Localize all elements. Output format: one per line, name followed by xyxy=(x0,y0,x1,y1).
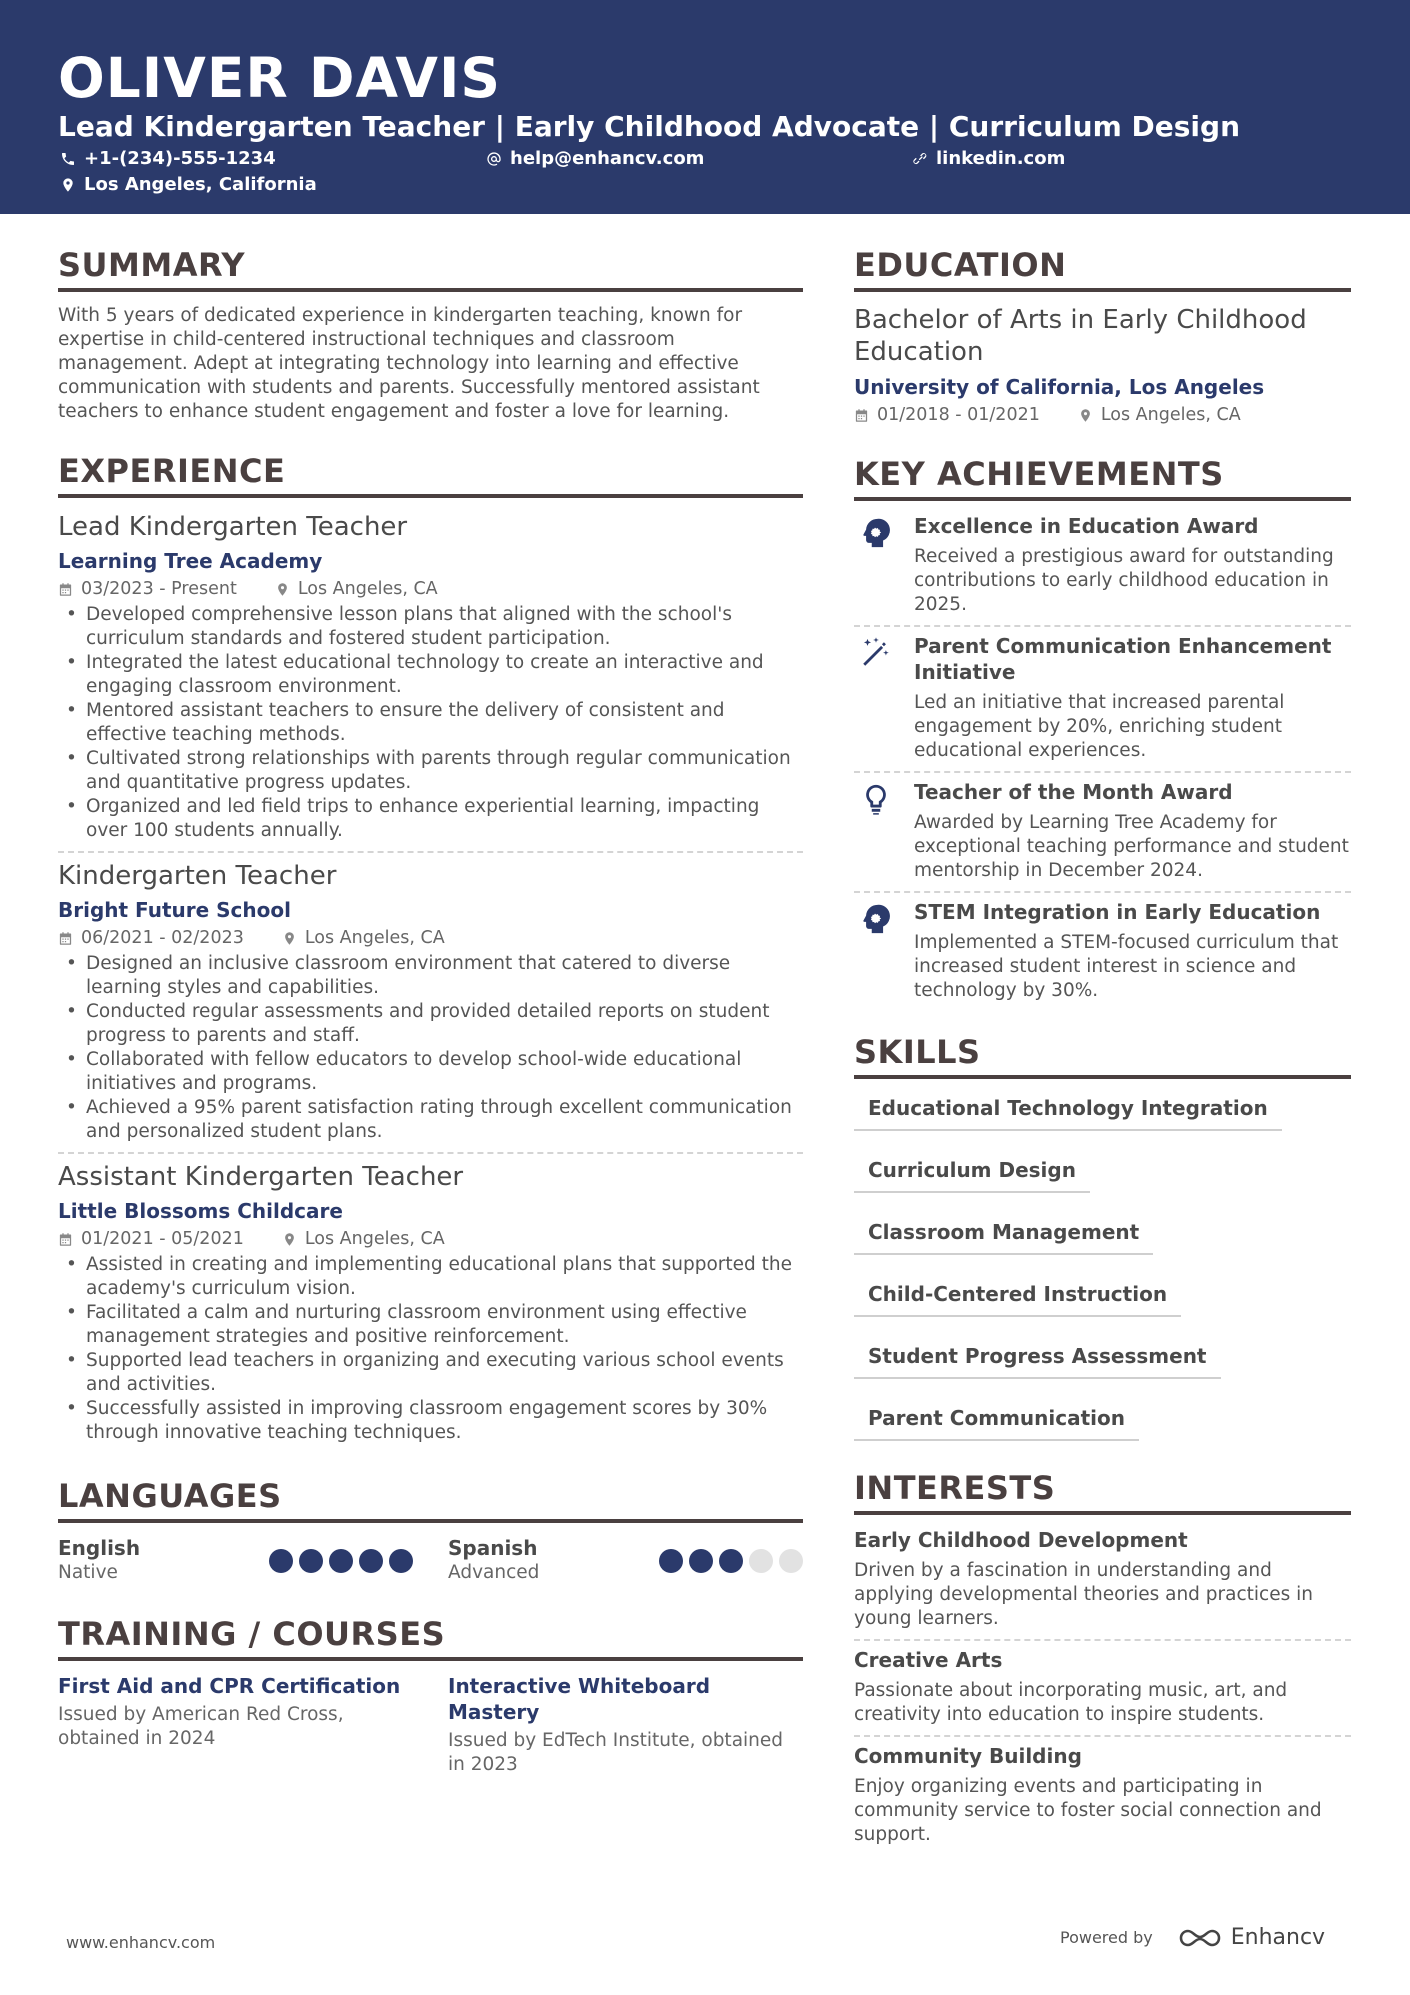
rating-dot-filled xyxy=(359,1549,383,1573)
job-location: Los Angeles, CA xyxy=(304,928,445,948)
divider xyxy=(854,771,1351,773)
interest-desc: Enjoy organizing events and participating in community service to foster social connection and support. xyxy=(854,1776,1322,1845)
linkedin-text: linkedin.com xyxy=(936,148,1066,169)
interest-title: Community Building xyxy=(854,1744,1082,1768)
achievement-entry xyxy=(854,633,1351,763)
achievement-desc: Led an initiative that increased parental engagement by 20%, enriching student educational experiences. xyxy=(914,692,1285,761)
candidate-headline: Lead Kindergarten Teacher | Early Childhood Advocate | Curriculum Design xyxy=(58,110,1241,143)
enhancv-logo[interactable] xyxy=(1177,1925,1325,1950)
link-icon xyxy=(912,151,928,167)
phone-text: +1-(234)-555-1234 xyxy=(84,148,276,169)
location-pin-icon xyxy=(282,931,297,946)
interests-section xyxy=(854,1469,1351,1847)
skill-tag: Classroom Management xyxy=(854,1219,1153,1255)
bullet-item: • Conducted regular assessments and provided detailed reports on student progress to parents and staff. xyxy=(58,1000,803,1048)
rating-dot-filled xyxy=(659,1549,683,1573)
skills-section xyxy=(854,1033,1351,1467)
skill-tag: Student Progress Assessment xyxy=(854,1343,1221,1379)
divider xyxy=(854,1639,1351,1641)
job-entry xyxy=(58,510,803,843)
rating-dot-filled xyxy=(719,1549,743,1573)
location-pin-icon xyxy=(1078,408,1093,423)
training-heading: TRAINING / COURSES xyxy=(58,1615,803,1661)
interest-entry xyxy=(854,1647,1351,1727)
footer-website[interactable]: www.enhancv.com xyxy=(66,1933,216,1952)
education-dates: 01/2018 - 01/2021 xyxy=(877,405,1040,425)
training-desc: Issued by EdTech Institute, obtained in 2023 xyxy=(448,1730,784,1775)
location-text: Los Angeles, California xyxy=(84,174,317,195)
bullet-item: • Developed comprehensive lesson plans that aligned with the school's curriculum standards and fostered student participation. xyxy=(58,603,803,651)
bullet-item: • Designed an inclusive classroom environment that catered to diverse learning styles and capabilities. xyxy=(58,952,803,1000)
skill-tag: Curriculum Design xyxy=(854,1157,1090,1193)
calendar-icon xyxy=(58,582,73,597)
training-desc: Issued by American Red Cross, obtained in 2024 xyxy=(58,1704,344,1749)
right-column xyxy=(854,246,1351,1847)
education-location: Los Angeles, CA xyxy=(1100,405,1241,425)
education-heading: EDUCATION xyxy=(854,246,1351,292)
bullet-item: • Supported lead teachers in organizing and executing various school events and activities. xyxy=(58,1349,803,1397)
language-rating xyxy=(269,1549,413,1573)
calendar-icon xyxy=(58,931,73,946)
experience-heading: EXPERIENCE xyxy=(58,452,803,498)
languages-section xyxy=(58,1477,803,1585)
divider xyxy=(854,625,1351,627)
language-level: Advanced xyxy=(448,1562,540,1583)
training-entry xyxy=(448,1673,803,1777)
divider xyxy=(854,1735,1351,1737)
achievement-desc: Awarded by Learning Tree Academy for exceptional teaching performance and student mentorship in December 2024. xyxy=(914,812,1349,881)
language-name: English xyxy=(58,1536,141,1560)
skill-tag: Parent Communication xyxy=(854,1405,1139,1441)
company-name: Bright Future School xyxy=(58,898,291,922)
achievement-title: Excellence in Education Award xyxy=(914,514,1259,538)
job-title: Assistant Kindergarten Teacher xyxy=(58,1162,464,1192)
enhancv-logo-icon xyxy=(1177,1926,1223,1950)
rating-dot-filled xyxy=(299,1549,323,1573)
interest-title: Early Childhood Development xyxy=(854,1528,1188,1552)
language-rating xyxy=(659,1549,803,1573)
training-entry xyxy=(58,1673,413,1777)
training-name: Interactive Whiteboard Mastery xyxy=(448,1674,711,1724)
interest-title: Creative Arts xyxy=(854,1648,1003,1672)
job-title: Lead Kindergarten Teacher xyxy=(58,512,408,542)
candidate-name: OLIVER DAVIS xyxy=(58,46,502,110)
left-column xyxy=(58,246,803,1777)
achievement-entry xyxy=(854,899,1351,1003)
degree-title: Bachelor of Arts in Early Childhood Education xyxy=(854,305,1307,367)
achievement-title: STEM Integration in Early Education xyxy=(914,900,1321,924)
footer-branding xyxy=(1060,1925,1325,1950)
rating-dot-filled xyxy=(389,1549,413,1573)
language-entry xyxy=(448,1535,803,1585)
calendar-icon xyxy=(854,408,869,423)
bullet-item: • Assisted in creating and implementing educational plans that supported the academy's curriculum vision. xyxy=(58,1253,803,1301)
skills-heading: SKILLS xyxy=(854,1033,1351,1079)
interest-entry xyxy=(854,1527,1351,1631)
email-text: help@enhancv.com xyxy=(510,148,705,169)
achievement-desc: Received a prestigious award for outstanding contributions to early childhood education in 2025. xyxy=(914,546,1334,615)
skill-tag: Child-Centered Instruction xyxy=(854,1281,1181,1317)
job-entry xyxy=(58,859,803,1144)
bullet-item: • Successfully assisted in improving classroom engagement scores by 30% through innovative teaching techniques. xyxy=(58,1397,803,1445)
language-name: Spanish xyxy=(448,1536,538,1560)
location-pin-icon xyxy=(275,582,290,597)
achievements-heading: KEY ACHIEVEMENTS xyxy=(854,455,1351,501)
powered-by-label: Powered by xyxy=(1060,1928,1153,1947)
job-dates: 01/2021 - 05/2021 xyxy=(81,1229,244,1249)
job-bullets xyxy=(58,952,803,1144)
head-icon xyxy=(859,515,893,551)
achievement-title: Parent Communication Enhancement Initiative xyxy=(914,634,1332,684)
language-entry xyxy=(58,1535,413,1585)
resume-header xyxy=(0,0,1410,214)
achievement-desc: Implemented a STEM-focused curriculum that increased student interest in science and technology by 30%. xyxy=(914,932,1339,1001)
job-dates: 06/2021 - 02/2023 xyxy=(81,928,244,948)
achievement-entry xyxy=(854,779,1351,883)
rating-dot-empty xyxy=(749,1549,773,1573)
phone-icon xyxy=(60,151,76,167)
job-meta xyxy=(58,577,803,601)
job-bullets xyxy=(58,603,803,843)
company-name: Little Blossoms Childcare xyxy=(58,1199,343,1223)
job-meta xyxy=(58,1227,803,1251)
rating-dot-filled xyxy=(329,1549,353,1573)
achievement-entry xyxy=(854,513,1351,617)
location-pin-icon xyxy=(60,177,76,193)
school-name: University of California, Los Angeles xyxy=(854,375,1265,399)
company-name: Learning Tree Academy xyxy=(58,549,323,573)
rating-dot-empty xyxy=(779,1549,803,1573)
job-title: Kindergarten Teacher xyxy=(58,861,337,891)
interest-desc: Passionate about incorporating music, art, and creativity into education to inspire students. xyxy=(854,1680,1288,1725)
experience-section xyxy=(58,452,803,1445)
job-dates: 03/2023 - Present xyxy=(81,579,237,599)
skill-tag: Educational Technology Integration xyxy=(854,1095,1282,1131)
job-bullets xyxy=(58,1253,803,1445)
languages-heading: LANGUAGES xyxy=(58,1477,803,1523)
achievement-title: Teacher of the Month Award xyxy=(914,780,1233,804)
summary-section xyxy=(58,246,803,424)
interest-entry xyxy=(854,1743,1351,1847)
bullet-item: • Integrated the latest educational technology to create an interactive and engaging classroom environment. xyxy=(58,651,803,699)
bullet-item: • Mentored assistant teachers to ensure the delivery of consistent and effective teaching methods. xyxy=(58,699,803,747)
training-name: First Aid and CPR Certification xyxy=(58,1674,401,1698)
head-icon xyxy=(859,901,893,937)
divider xyxy=(58,1152,803,1154)
job-entry xyxy=(58,1160,803,1445)
bullet-item: • Facilitated a calm and nurturing classroom environment using effective management strategies and positive reinforcement. xyxy=(58,1301,803,1349)
bullet-item: • Achieved a 95% parent satisfaction rating through excellent communication and personalized student plans. xyxy=(58,1096,803,1144)
summary-heading: SUMMARY xyxy=(58,246,803,292)
job-location: Los Angeles, CA xyxy=(304,1229,445,1249)
interests-heading: INTERESTS xyxy=(854,1469,1351,1515)
linkedin-contact[interactable] xyxy=(912,148,1065,169)
training-section xyxy=(58,1615,803,1777)
rating-dot-filled xyxy=(269,1549,293,1573)
location-pin-icon xyxy=(282,1232,297,1247)
bullet-item: • Cultivated strong relationships with parents through regular communication and quantitative progress updates. xyxy=(58,747,803,795)
at-icon xyxy=(486,151,502,167)
calendar-icon xyxy=(58,1232,73,1247)
lightbulb-icon xyxy=(859,781,893,817)
divider xyxy=(854,891,1351,893)
email-contact[interactable] xyxy=(486,148,704,169)
phone-contact[interactable] xyxy=(60,148,276,169)
job-location: Los Angeles, CA xyxy=(297,579,438,599)
enhancv-brand-text: Enhancv xyxy=(1230,1925,1326,1950)
magic-wand-icon xyxy=(859,635,893,671)
job-meta xyxy=(58,926,803,950)
summary-text: With 5 years of dedicated experience in kindergarten teaching, known for expertise in child-centered instructional techniques and classroom management. Adept at integrating technology into learning and effective communication with students and parents. Successfully mentored assistant teachers to enhance student engagement and foster a love for learning. xyxy=(58,305,760,422)
divider xyxy=(58,851,803,853)
location-contact xyxy=(60,174,317,195)
interest-desc: Driven by a fascination in understanding and applying developmental theories and practices in young learners. xyxy=(854,1560,1313,1629)
bullet-item: • Collaborated with fellow educators to develop school-wide educational initiatives and programs. xyxy=(58,1048,803,1096)
language-level: Native xyxy=(58,1562,118,1583)
education-section xyxy=(854,246,1351,427)
rating-dot-filled xyxy=(689,1549,713,1573)
education-meta xyxy=(854,403,1351,427)
achievements-section xyxy=(854,455,1351,1003)
bullet-item: • Organized and led field trips to enhance experiential learning, impacting over 100 students annually. xyxy=(58,795,803,843)
